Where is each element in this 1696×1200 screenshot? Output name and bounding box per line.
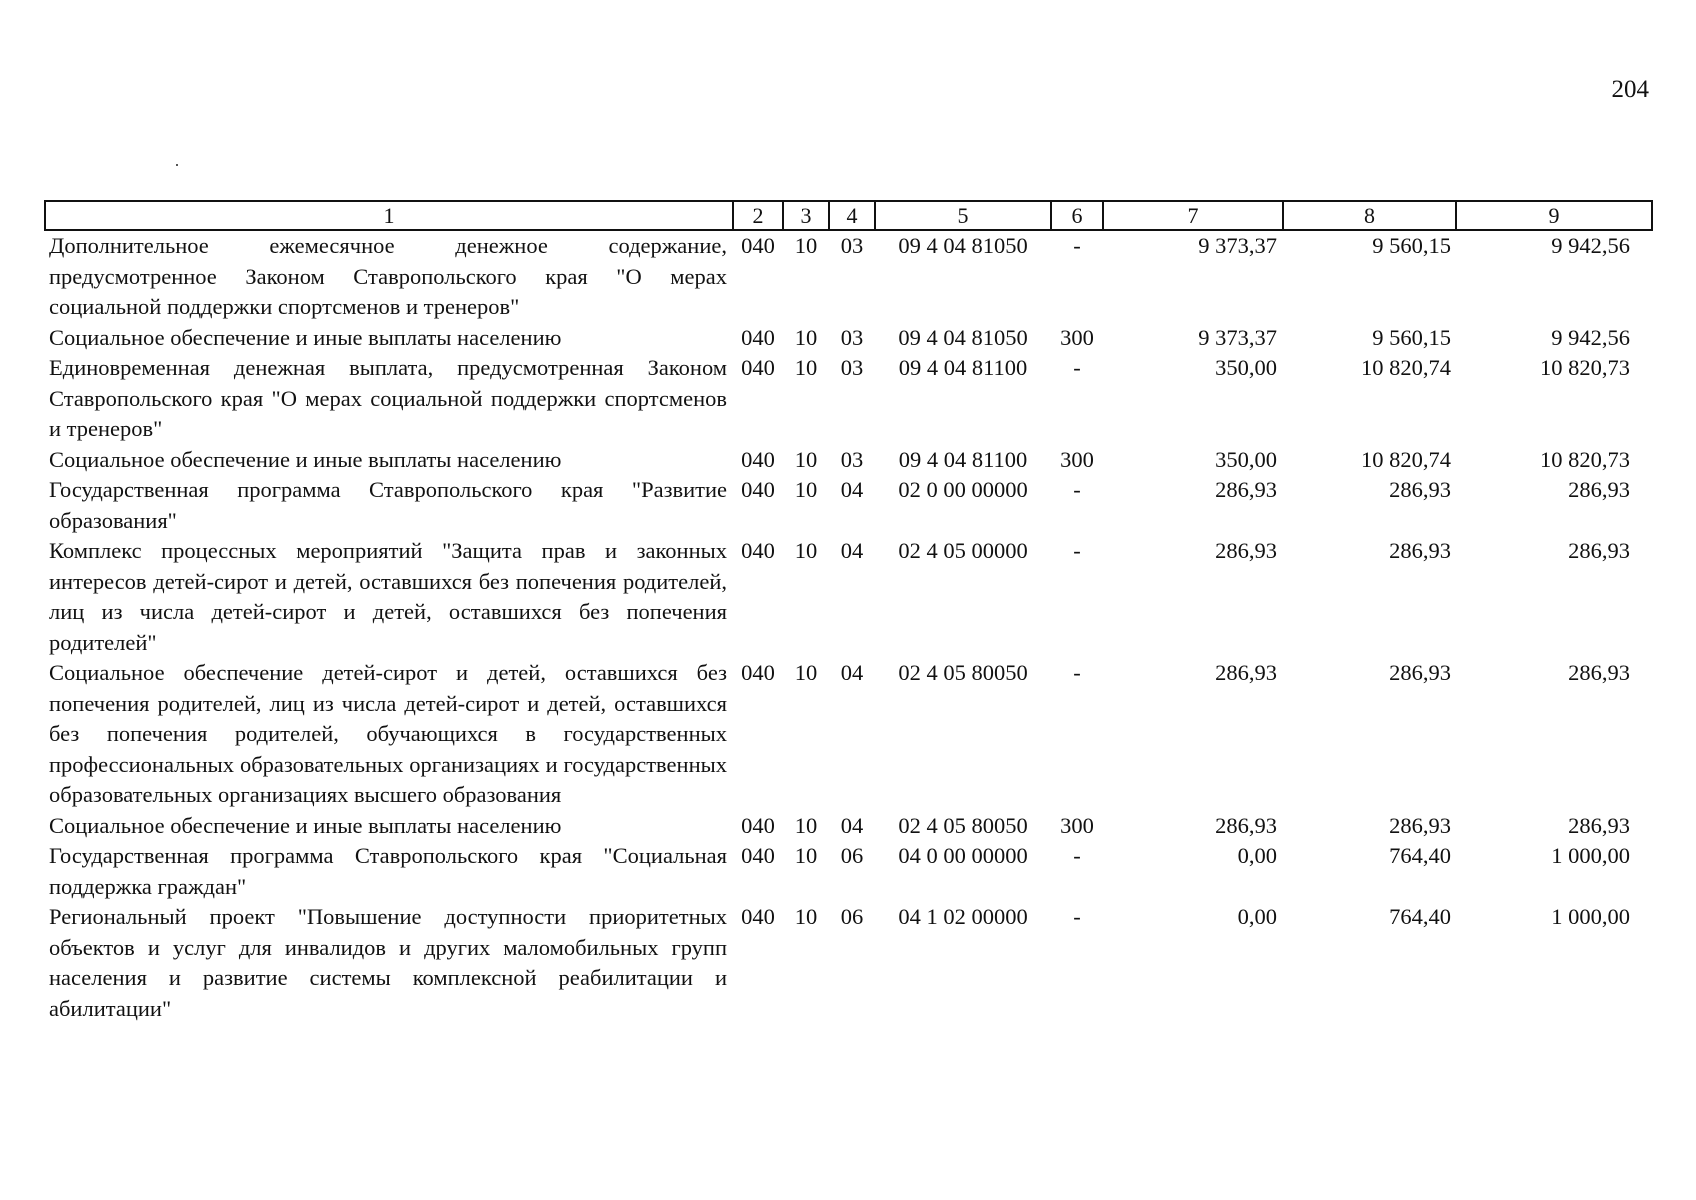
header-cell-4: 4 (829, 201, 875, 230)
header-row (45, 201, 1652, 230)
row-subsection: 04 (840, 812, 864, 838)
row-amount-col9: 286,93 (1568, 538, 1630, 563)
row-section: 10 (794, 355, 818, 380)
row-target-article: 02 4 05 80050 (898, 812, 1028, 838)
header-cell-3: 3 (783, 201, 829, 230)
row-ministry-code: 040 (741, 233, 775, 258)
row-ministry-code: 040 (741, 538, 775, 563)
row-name: Дополнительное ежемесячное денежное содержание, предусмотренное Законом Ставропольского края "О мерах социальной поддержки спортсменов и тренеров" (49, 233, 727, 319)
row-amount-col8: 286,93 (1389, 812, 1451, 838)
row-name: Социальное обеспечение и иные выплаты населению (49, 812, 562, 838)
row-amount-col7: 9 373,37 (1198, 324, 1277, 350)
row-amount-col7: 9 373,37 (1198, 233, 1277, 258)
row-section: 10 (794, 477, 818, 502)
row-expense-type: - (1073, 538, 1081, 563)
row-section: 10 (794, 538, 818, 563)
table-row (45, 445, 1652, 476)
row-subsection: 06 (840, 843, 864, 868)
table-row (45, 902, 1652, 1024)
header-cell-7: 7 (1103, 201, 1283, 230)
row-amount-col7: 286,93 (1215, 660, 1277, 685)
row-amount-col9: 286,93 (1568, 477, 1630, 502)
row-subsection: 04 (840, 538, 864, 563)
row-amount-col9: 286,93 (1568, 660, 1630, 685)
table-row (45, 536, 1652, 658)
row-subsection: 03 (840, 233, 864, 258)
row-expense-type: 300 (1060, 812, 1094, 838)
row-name: Государственная программа Ставропольского края "Развитие образования" (49, 477, 727, 533)
row-section: 10 (794, 904, 818, 929)
row-expense-type: 300 (1060, 446, 1094, 472)
row-amount-col9: 1 000,00 (1551, 904, 1630, 929)
scan-speck (176, 164, 178, 166)
header-cell-2: 2 (733, 201, 783, 230)
row-amount-col7: 286,93 (1215, 812, 1277, 838)
table-row (45, 811, 1652, 842)
row-amount-col9: 9 942,56 (1551, 233, 1630, 258)
row-section: 10 (794, 843, 818, 868)
table-row (45, 658, 1652, 811)
row-ministry-code: 040 (741, 904, 775, 929)
budget-table (44, 200, 1653, 1024)
row-amount-col9: 1 000,00 (1551, 843, 1630, 868)
table-row (45, 841, 1652, 902)
row-subsection: 03 (840, 324, 864, 350)
row-amount-col7: 350,00 (1215, 355, 1277, 380)
row-subsection: 03 (840, 355, 864, 380)
row-amount-col9: 10 820,73 (1540, 446, 1630, 472)
row-name: Социальное обеспечение детей-сирот и детей, оставшихся без попечения родителей, лиц из числа детей-сирот и детей, оставшихся без попечения родителей, обучающихся в государственных профессиональных образовательных организациях и государственных образовательных организациях высшего образования (49, 660, 727, 807)
page-number: 204 (1611, 76, 1649, 103)
row-target-article: 09 4 04 81050 (898, 233, 1028, 258)
row-expense-type: - (1073, 233, 1081, 258)
header-cell-8: 8 (1283, 201, 1456, 230)
row-ministry-code: 040 (741, 355, 775, 380)
row-expense-type: - (1073, 660, 1081, 685)
row-ministry-code: 040 (741, 324, 775, 350)
row-amount-col7: 0,00 (1237, 904, 1277, 929)
row-amount-col9: 286,93 (1568, 812, 1630, 838)
row-amount-col8: 10 820,74 (1361, 446, 1451, 472)
row-amount-col8: 764,40 (1389, 843, 1451, 868)
row-target-article: 09 4 04 81050 (898, 324, 1028, 350)
row-amount-col8: 286,93 (1389, 538, 1451, 563)
row-amount-col7: 286,93 (1215, 538, 1277, 563)
row-name: Социальное обеспечение и иные выплаты населению (49, 446, 562, 472)
header-cell-6: 6 (1051, 201, 1103, 230)
row-section: 10 (794, 812, 818, 838)
row-expense-type: - (1073, 355, 1081, 380)
row-amount-col8: 286,93 (1389, 660, 1451, 685)
row-target-article: 09 4 04 81100 (898, 446, 1028, 472)
table-row (45, 353, 1652, 445)
row-ministry-code: 040 (741, 446, 775, 472)
row-name: Социальное обеспечение и иные выплаты населению (49, 324, 562, 350)
table-row (45, 230, 1652, 323)
row-amount-col7: 350,00 (1215, 446, 1277, 472)
row-subsection: 03 (840, 446, 864, 472)
row-section: 10 (794, 660, 818, 685)
row-name: Комплекс процессных мероприятий "Защита прав и законных интересов детей-сирот и детей, оставшихся без попечения родителей, лиц из числа детей-сирот и детей, оставшихся без попечения родителей" (49, 538, 727, 655)
row-name: Единовременная денежная выплата, предусмотренная Законом Ставропольского края "О мерах социальной поддержки спортсменов и тренеров" (49, 355, 727, 441)
row-target-article: 02 4 05 80050 (898, 660, 1028, 685)
row-ministry-code: 040 (741, 660, 775, 685)
row-ministry-code: 040 (741, 812, 775, 838)
row-amount-col7: 286,93 (1215, 477, 1277, 502)
row-amount-col9: 10 820,73 (1540, 355, 1630, 380)
row-amount-col7: 0,00 (1237, 843, 1277, 868)
row-section: 10 (794, 324, 818, 350)
row-amount-col8: 9 560,15 (1372, 324, 1451, 350)
row-target-article: 04 0 00 00000 (898, 843, 1028, 868)
row-amount-col8: 286,93 (1389, 477, 1451, 502)
header-cell-9: 9 (1456, 201, 1652, 230)
row-target-article: 04 1 02 00000 (898, 904, 1028, 929)
row-amount-col9: 9 942,56 (1551, 324, 1630, 350)
row-expense-type: - (1073, 843, 1081, 868)
row-expense-type: - (1073, 477, 1081, 502)
row-ministry-code: 040 (741, 477, 775, 502)
row-section: 10 (794, 233, 818, 258)
row-target-article: 02 4 05 00000 (898, 538, 1028, 563)
row-target-article: 09 4 04 81100 (898, 355, 1028, 380)
row-amount-col8: 9 560,15 (1372, 233, 1451, 258)
row-name: Региональный проект "Повышение доступности приоритетных объектов и услуг для инвалидов и других маломобильных групп населения и развитие системы комплексной реабилитации и абилитации" (49, 904, 727, 1021)
table-row (45, 323, 1652, 354)
row-subsection: 06 (840, 904, 864, 929)
row-ministry-code: 040 (741, 843, 775, 868)
row-subsection: 04 (840, 660, 864, 685)
row-amount-col8: 10 820,74 (1361, 355, 1451, 380)
row-amount-col8: 764,40 (1389, 904, 1451, 929)
row-expense-type: 300 (1060, 324, 1094, 350)
row-subsection: 04 (840, 477, 864, 502)
header-cell-5: 5 (875, 201, 1051, 230)
row-expense-type: - (1073, 904, 1081, 929)
row-section: 10 (794, 446, 818, 472)
table-row (45, 475, 1652, 536)
row-name: Государственная программа Ставропольского края "Социальная поддержка граждан" (49, 843, 727, 899)
row-target-article: 02 0 00 00000 (898, 477, 1028, 502)
header-cell-1: 1 (45, 201, 733, 230)
